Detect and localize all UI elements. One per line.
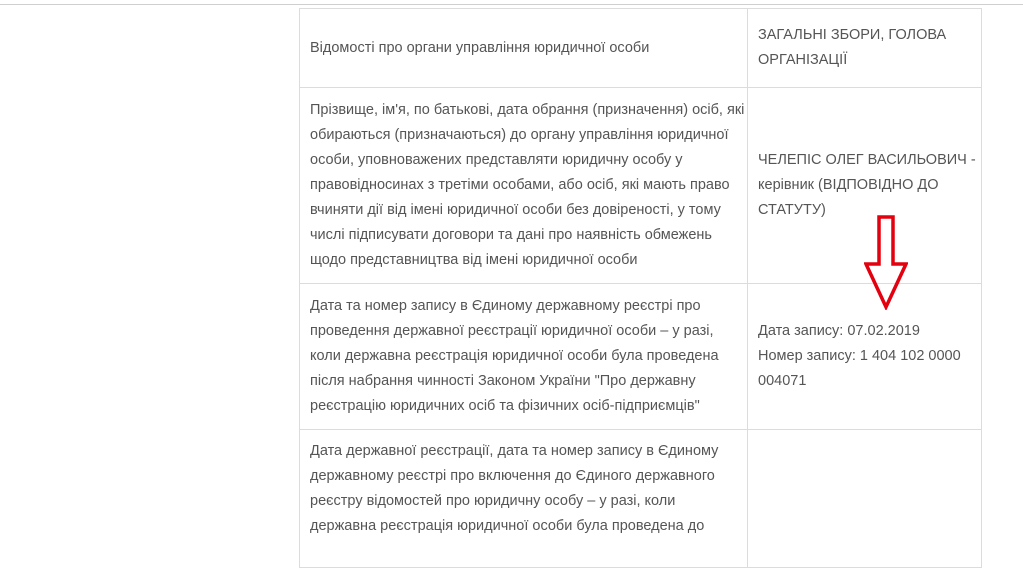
label-line: правовідносинах з третіми особами, або осіб, які мають право [310, 177, 730, 193]
value-line: керівник (ВІДПОВІДНО ДО [758, 177, 939, 193]
label-line: проведення державної реєстрації юридичної особи – у разі, [310, 323, 714, 339]
row-label-cell [300, 430, 748, 568]
row-value-cell [748, 430, 982, 568]
label-line: особи, уповноважених представляти юридичну особу у [310, 152, 683, 168]
value-line: СТАТУТУ) [758, 202, 826, 218]
row-value-cell [748, 9, 982, 88]
label-line: вчиняти дії від імені юридичної особи без довіреності, у тому [310, 202, 721, 218]
table-row-management-bodies [300, 9, 982, 88]
label-line: Дата та номер запису в Єдиному державному реєстрі про [310, 298, 701, 314]
label-line: Відомості про органи управління юридичної особи [310, 39, 650, 56]
row-label-cell [300, 284, 748, 430]
record-date: Дата запису: 07.02.2019 [758, 323, 920, 339]
value-line: ОРГАНІЗАЦІЇ [758, 52, 848, 68]
down-arrow-icon [864, 215, 908, 310]
label-line: державному реєстрі про включення до Єдиного державного [310, 468, 715, 484]
row-label-cell [300, 88, 748, 284]
label-line: числі підписувати договори та дані про наявність обмежень [310, 227, 712, 243]
record-number-continued: 004071 [758, 373, 807, 389]
label-line: Прізвище, ім'я, по батькові, дата обрання (призначення) осіб, які [310, 102, 745, 118]
label-line: державна реєстрація юридичної особи була проведена до [310, 518, 705, 534]
label-line: Дата державної реєстрації, дата та номер запису в Єдиному [310, 443, 719, 459]
label-line: реєстру відомостей про юридичну особу – у разі, коли [310, 493, 676, 509]
value-line: ЧЕЛЕПІС ОЛЕГ ВАСИЛЬОВИЧ - [758, 152, 976, 168]
value-line: ЗАГАЛЬНІ ЗБОРИ, ГОЛОВА [758, 27, 947, 43]
label-line: після набрання чинності Законом України "Про державну [310, 373, 696, 389]
label-line: обираються (призначаються) до органу управління юридичної [310, 127, 729, 143]
table-row-state-registration [300, 430, 982, 568]
label-line: реєстрацію юридичних осіб та фізичних осіб-підприємців" [310, 398, 700, 414]
label-line: щодо представництва від імені юридичної особи [310, 252, 638, 268]
top-divider [0, 4, 1023, 5]
label-line: коли державна реєстрація юридичної особи була проведена [310, 348, 719, 364]
record-number: Номер запису: 1 404 102 0000 [758, 348, 961, 364]
down-arrow-shape [866, 217, 906, 307]
row-label-cell [300, 9, 748, 88]
